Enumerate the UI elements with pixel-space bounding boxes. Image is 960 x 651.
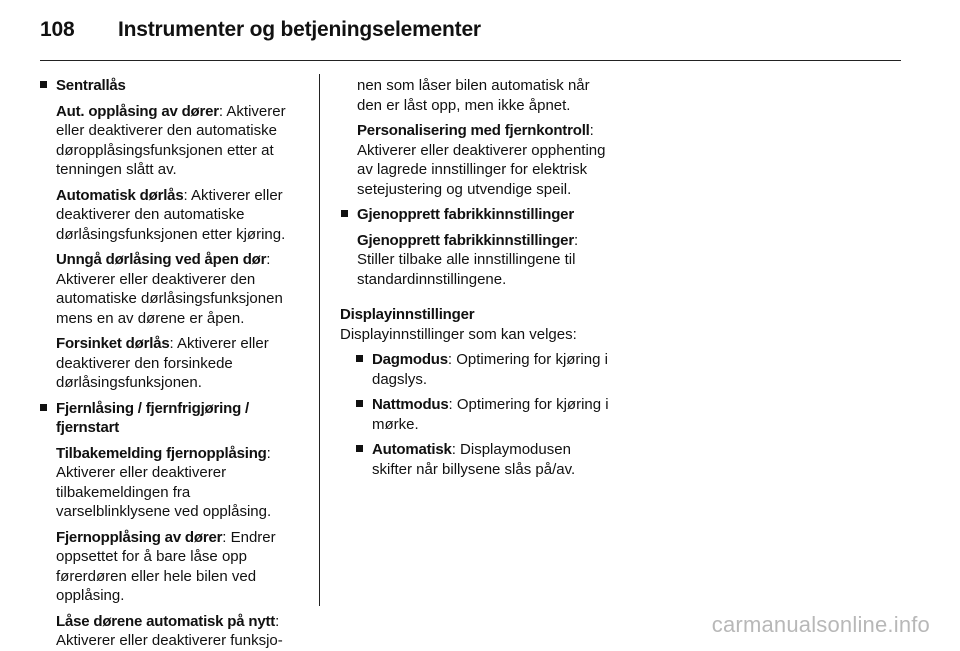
display-option: Automatisk: Displaymodusen skifter når billysene slås på/av.: [355, 440, 612, 479]
setting-item: Forsinket dørlås: Aktiverer eller deaktiverer den forsinkede dørlåsingsfunksjonen.: [56, 335, 269, 391]
display-option: Nattmodus: Optimering for kjøring i mørke.: [355, 395, 612, 434]
continued-text: nen som låser bilen automatisk når den er låst opp, men ikke åpnet.: [357, 77, 590, 114]
header-rule: [40, 60, 901, 61]
middle-column: [340, 76, 612, 479]
bullet-square-icon: [356, 355, 363, 362]
bullet-sentrallas: [39, 76, 307, 393]
bullet-title: Fjernlåsing / fjernfrigjøring / fjernstart: [56, 399, 249, 436]
bullet-title: Gjenopprett fabrikkinnstillinger: [357, 206, 574, 223]
watermark: carmanualsonline.info: [711, 612, 930, 637]
column-divider: [319, 74, 320, 606]
page-header: [40, 18, 481, 42]
bullet-square-icon: [40, 404, 47, 411]
setting-item: Unngå dørlåsing ved åpen dør: Aktiverer eller deaktiverer den automatiske dørlåsingsfunksjonen mens en av dørene er åpen.: [56, 251, 283, 327]
left-column: [39, 76, 307, 651]
bullet-square-icon: [356, 445, 363, 452]
setting-item: Aut. opplåsing av dører: Aktiverer eller deaktiverer den automatiske døropplåsingsfunksjonen etter at tenningen slått av.: [56, 102, 286, 178]
section-intro: Displayinnstillinger som kan velges:: [340, 325, 577, 343]
setting-item: Fjernopplåsing av dører: Endrer oppsettet for å bare låse opp førerdøren eller hele bilen ved opplåsing.: [56, 528, 276, 604]
bullet-square-icon: [356, 400, 363, 407]
bullet-title: Sentrallås: [56, 77, 126, 94]
setting-item: Tilbakemelding fjernopplåsing: Aktiverer eller deaktiverer tilbakemeldingen fra varselblinklysene ved opplåsing.: [56, 444, 272, 520]
setting-item: Automatisk dørlås: Aktiverer eller deaktiverer den automatiske dørlåsingsfunksjonen etter kjøring.: [56, 186, 286, 243]
page-title: Instrumenter og betjeningselementer: [118, 18, 481, 41]
bullet-square-icon: [341, 210, 348, 217]
setting-item: Gjenopprett fabrikkinnstillinger: Stiller tilbake alle innstillingene til standardinnstillingene.: [357, 231, 579, 288]
setting-item: Låse dørene automatisk på nytt: Aktiverer eller deaktiverer funksjo-: [56, 612, 283, 649]
bullet-gjenopprett: [340, 205, 612, 289]
page-number: 108: [40, 18, 75, 41]
setting-item: Personalisering med fjernkontroll: Aktiverer eller deaktiverer opphenting av lagrede innstillinger for elektrisk setejustering og utvendige speil.: [357, 122, 606, 198]
bullet-fjernlasing: [39, 399, 307, 651]
display-option: Dagmodus: Optimering for kjøring i dagslys.: [355, 350, 612, 389]
bullet-square-icon: [40, 81, 47, 88]
bullet-continuation: [340, 76, 612, 199]
section-heading: Displayinnstillinger: [340, 306, 475, 323]
